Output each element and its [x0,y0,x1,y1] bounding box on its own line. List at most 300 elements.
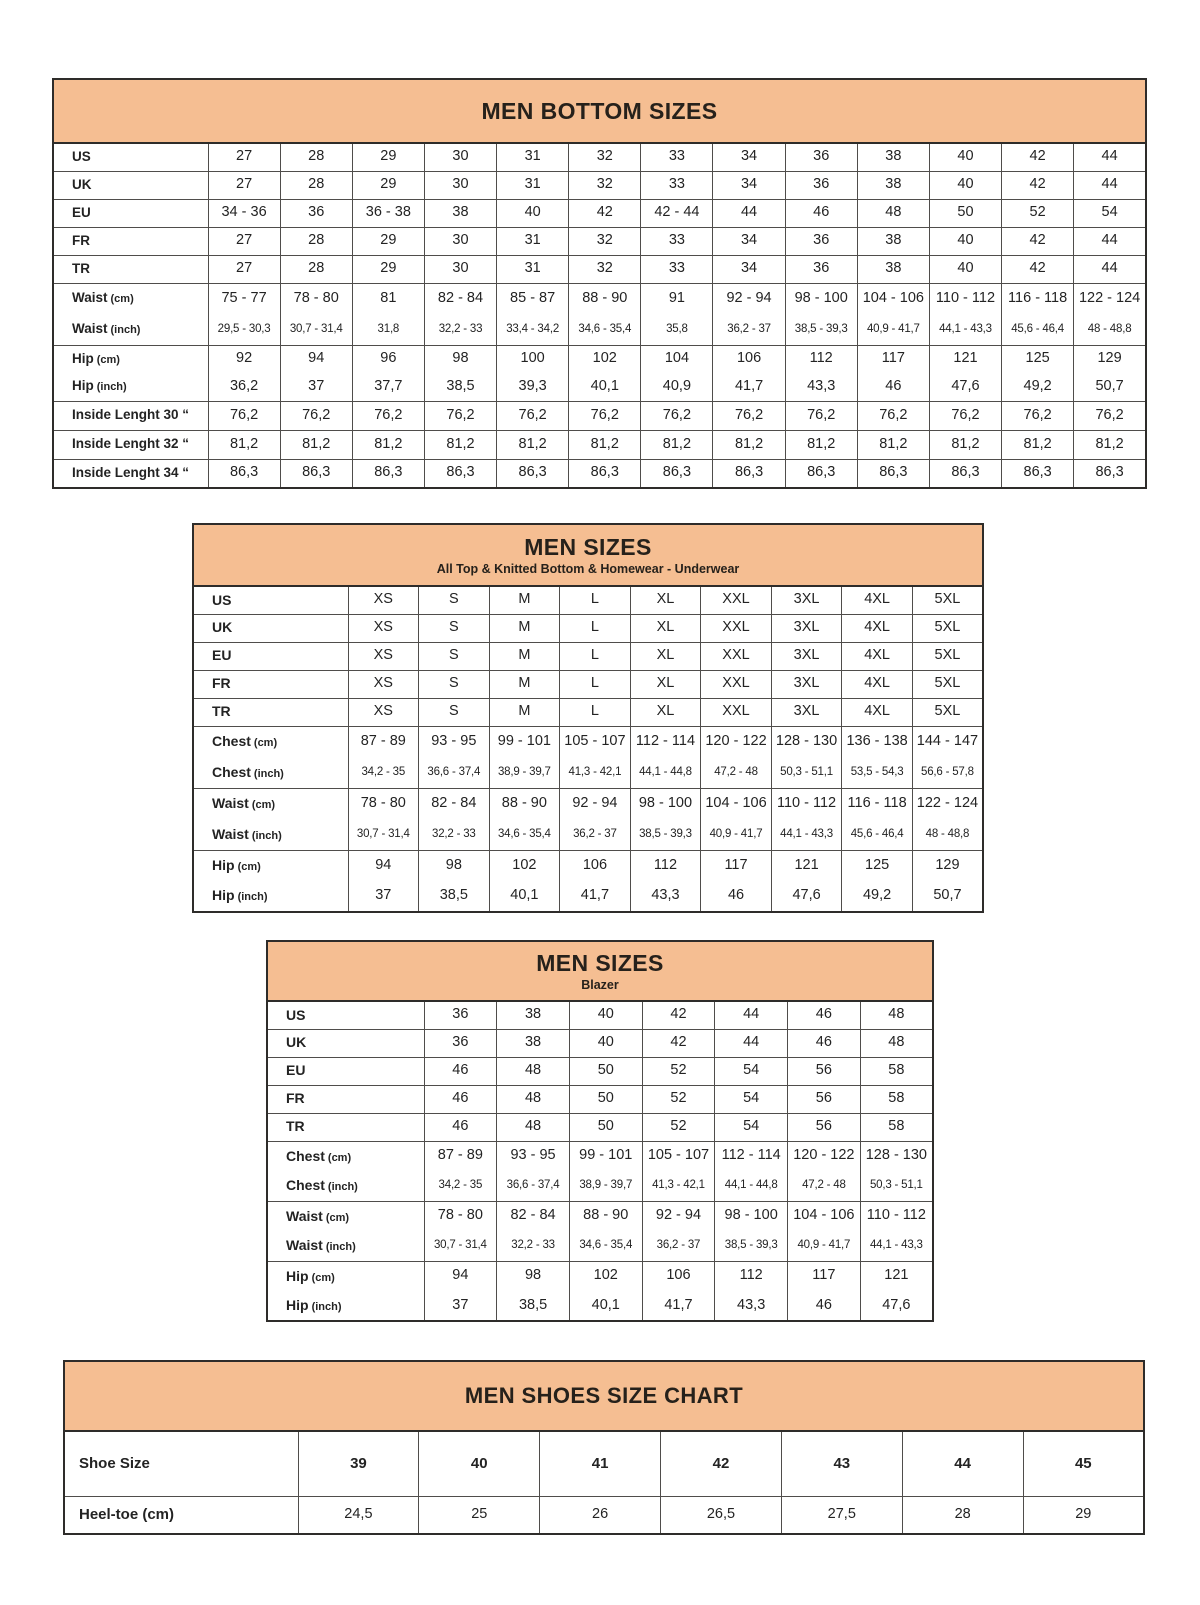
size-cell: 98 - 100 [630,788,701,819]
table-row [53,199,1146,227]
size-cell: 40,1 [569,373,641,401]
size-cell: 112 [785,345,857,373]
size-cell: 76,2 [641,401,713,430]
size-cell: 40,1 [489,881,560,912]
size-cell: 50 [569,1057,642,1085]
size-cell: 86,3 [497,459,569,488]
size-cell: 30,7 - 31,4 [280,314,352,345]
size-cell: 99 - 101 [569,1141,642,1171]
row-label: UK [212,619,233,636]
size-cell: 122 - 124 [912,788,983,819]
size-cell: 3XL [771,698,842,726]
size-cell: 36,2 - 37 [713,314,785,345]
size-cell: 38,9 - 39,7 [489,757,560,788]
row-label: Hip (cm) [286,1267,335,1284]
size-cell: 110 - 112 [771,788,842,819]
size-cell: 116 - 118 [842,788,913,819]
size-cell: 56,6 - 57,8 [912,757,983,788]
size-cell: 5XL [912,642,983,670]
size-cell: 38,5 [419,881,490,912]
size-cell: XL [630,670,701,698]
size-cell: 86,3 [713,459,785,488]
size-cell: 76,2 [1002,401,1074,430]
size-cell: 33 [641,255,713,283]
size-cell: 42 [1002,143,1074,171]
row-label: Inside Lenght 32 “ [72,436,190,452]
size-cell: 26,5 [661,1496,782,1534]
size-cell: 24,5 [298,1496,419,1534]
size-cell: 27 [208,171,280,199]
table-header [267,941,933,1001]
size-cell: 86,3 [208,459,280,488]
size-cell: 76,2 [569,401,641,430]
size-cell: 86,3 [785,459,857,488]
size-cell: 86,3 [280,459,352,488]
men-sizes-tops-table [192,523,984,913]
size-cell: XS [348,614,419,642]
size-cell: 45,6 - 46,4 [842,819,913,850]
size-cell: 30 [424,143,496,171]
size-cell: 31 [497,255,569,283]
table-row [267,1001,933,1029]
men-shoes-size-grid [63,1360,1145,1535]
table-row [267,1085,933,1113]
size-cell: 40 [497,199,569,227]
size-cell: 92 [208,345,280,373]
size-cell: M [489,586,560,614]
size-cell: 32 [569,171,641,199]
size-cell: 44 [1074,143,1146,171]
size-cell: 112 [715,1261,788,1291]
size-cell: 92 - 94 [713,283,785,314]
size-cell: S [419,642,490,670]
size-cell: 87 - 89 [348,726,419,757]
row-label: EU [212,647,232,664]
row-label: Inside Lenght 30 “ [72,407,190,423]
size-cell: 49,2 [842,881,913,912]
row-label: FR [212,675,231,692]
size-cell: 48 - 48,8 [1074,314,1146,345]
size-cell: S [419,670,490,698]
size-cell: 33,4 - 34,2 [497,314,569,345]
size-cell: 98 - 100 [785,283,857,314]
size-cell: 96 [352,345,424,373]
size-cell: M [489,614,560,642]
size-cell: 38,9 - 39,7 [569,1171,642,1201]
size-cell: 27 [208,255,280,283]
size-cell: 50 [929,199,1001,227]
size-cell: 40,9 - 41,7 [788,1231,861,1261]
size-cell: 38,5 [497,1291,570,1321]
size-cell: L [560,698,631,726]
size-cell: 44,1 - 43,3 [771,819,842,850]
size-cell: 44 [1074,255,1146,283]
row-label: FR [72,232,90,248]
size-cell: 38 [424,199,496,227]
size-cell: 94 [348,850,419,881]
table-row [53,283,1146,314]
table-row [53,401,1146,430]
table-row [53,345,1146,373]
size-cell: 53,5 - 54,3 [842,757,913,788]
size-cell: 30 [424,227,496,255]
size-cell: L [560,642,631,670]
size-cell: 40 [929,143,1001,171]
size-cell: 102 [569,1261,642,1291]
size-cell: M [489,642,560,670]
size-cell: 86,3 [857,459,929,488]
size-cell: XXL [701,642,772,670]
row-label: TR [286,1118,305,1135]
size-cell: 76,2 [785,401,857,430]
size-cell: 32 [569,143,641,171]
size-cell: 78 - 80 [424,1201,497,1231]
size-cell: 117 [857,345,929,373]
table-row [193,757,983,788]
size-cell: 36,2 [208,373,280,401]
row-label: US [72,148,91,164]
size-cell: 102 [489,850,560,881]
row-label: Heel-toe (cm) [79,1505,175,1523]
row-label: UK [286,1034,307,1051]
size-cell: 86,3 [424,459,496,488]
size-cell: 5XL [912,670,983,698]
size-cell: 82 - 84 [424,283,496,314]
size-cell: 40 [929,255,1001,283]
size-cell: 36 [785,171,857,199]
size-cell: 32,2 - 33 [424,314,496,345]
size-cell: 78 - 80 [280,283,352,314]
size-cell: 52 [642,1113,715,1141]
table-row [193,819,983,850]
size-cell: 28 [280,255,352,283]
size-cell: 54 [1074,199,1146,227]
size-cell: 3XL [771,670,842,698]
size-cell: 110 - 112 [860,1201,933,1231]
size-cell: 40,1 [569,1291,642,1321]
size-cell: 48 [497,1085,570,1113]
size-cell: 42 [642,1029,715,1057]
row-label: Waist (cm) [286,1207,350,1224]
size-cell: 87 - 89 [424,1141,497,1171]
table-row [267,1029,933,1057]
size-cell: 27 [208,143,280,171]
men-sizes-blazer-grid [266,940,934,1322]
size-cell: 44,1 - 43,3 [860,1231,933,1261]
table-title: MEN BOTTOM SIZES [481,97,718,124]
row-label: FR [286,1090,305,1107]
row-label: TR [212,703,231,720]
table-row [267,1231,933,1261]
size-cell: 104 - 106 [701,788,772,819]
size-cell: 85 - 87 [497,283,569,314]
size-cell: 117 [788,1261,861,1291]
size-cell: 105 - 107 [642,1141,715,1171]
row-label: TR [72,260,90,276]
size-cell: 46 [788,1291,861,1321]
size-cell: 44 [902,1431,1023,1496]
size-cell: 3XL [771,614,842,642]
size-cell: 50 [569,1113,642,1141]
size-cell: XL [630,698,701,726]
size-cell: 47,6 [860,1291,933,1321]
size-cell: 38,5 [424,373,496,401]
size-cell: 34 [713,171,785,199]
size-cell: 31 [497,143,569,171]
size-cell: 37 [424,1291,497,1321]
size-cell: 52 [1002,199,1074,227]
row-label: Chest (inch) [212,763,284,780]
size-cell: 33 [641,227,713,255]
size-cell: 78 - 80 [348,788,419,819]
size-cell: M [489,698,560,726]
size-cell: 98 - 100 [715,1201,788,1231]
size-cell: 117 [701,850,772,881]
men-sizes-blazer-table [266,940,934,1322]
size-cell: 93 - 95 [419,726,490,757]
size-cell: 40 [569,1029,642,1057]
row-label: Waist (inch) [212,825,282,842]
table-subtitle: Blazer [581,978,619,993]
size-cell: 28 [280,171,352,199]
table-row [267,1291,933,1321]
size-cell: 105 - 107 [560,726,631,757]
size-cell: 81,2 [929,430,1001,459]
size-cell: 38,5 - 39,3 [715,1231,788,1261]
size-cell: 98 [419,850,490,881]
size-cell: 100 [497,345,569,373]
size-cell: 46 [701,881,772,912]
size-cell: 40,9 - 41,7 [857,314,929,345]
size-cell: 34,2 - 35 [348,757,419,788]
table-row [193,850,983,881]
size-cell: 49,2 [1002,373,1074,401]
size-cell: 38 [497,1029,570,1057]
size-cell: 36 [424,1001,497,1029]
size-cell: L [560,670,631,698]
size-cell: 38 [857,171,929,199]
size-cell: 36 [785,227,857,255]
size-cell: 28 [902,1496,1023,1534]
size-cell: 25 [419,1496,540,1534]
table-subtitle: All Top & Knitted Bottom & Homewear - Underwear [436,562,740,577]
size-cell: 104 - 106 [857,283,929,314]
size-cell: 104 [641,345,713,373]
size-cell: 45,6 - 46,4 [1002,314,1074,345]
row-label: US [212,591,232,608]
size-cell: 32,2 - 33 [497,1231,570,1261]
size-cell: 93 - 95 [497,1141,570,1171]
size-cell: 43 [781,1431,902,1496]
size-cell: 50,7 [912,881,983,912]
men-bottom-sizes-table [52,78,1147,489]
size-cell: 81,2 [569,430,641,459]
size-cell: 50,3 - 51,1 [860,1171,933,1201]
size-cell: 42 [661,1431,782,1496]
size-cell: 41 [540,1431,661,1496]
size-cell: 76,2 [352,401,424,430]
row-label: Waist (cm) [72,290,134,306]
size-cell: 81,2 [280,430,352,459]
size-cell: 125 [1002,345,1074,373]
size-cell: 29 [352,171,424,199]
size-cell: L [560,586,631,614]
men-shoes-size-table [63,1360,1145,1535]
size-cell: 81,2 [1002,430,1074,459]
size-cell: 41,3 - 42,1 [560,757,631,788]
row-label: EU [286,1062,306,1079]
size-cell: 91 [641,283,713,314]
size-cell: 27 [208,227,280,255]
size-cell: 36,2 - 37 [642,1231,715,1261]
size-cell: 44 [1074,227,1146,255]
size-cell: 38 [857,255,929,283]
size-cell: 38 [497,1001,570,1029]
size-cell: 38,5 - 39,3 [630,819,701,850]
size-cell: 28 [280,143,352,171]
table-row [193,670,983,698]
size-cell: 29,5 - 30,3 [208,314,280,345]
size-cell: 92 - 94 [642,1201,715,1231]
size-cell: 76,2 [280,401,352,430]
table-row [64,1431,1144,1496]
size-cell: 44,1 - 44,8 [715,1171,788,1201]
table-row [53,171,1146,199]
size-cell: 128 - 130 [860,1141,933,1171]
size-cell: 86,3 [929,459,1001,488]
size-cell: 46 [785,199,857,227]
size-cell: 46 [788,1029,861,1057]
size-cell: 81,2 [497,430,569,459]
size-cell: 47,6 [929,373,1001,401]
size-cell: 76,2 [497,401,569,430]
size-cell: 34,2 - 35 [424,1171,497,1201]
row-label: Hip (inch) [72,378,127,394]
size-cell: S [419,614,490,642]
size-cell: 32,2 - 33 [419,819,490,850]
size-cell: 76,2 [713,401,785,430]
size-cell: 36,6 - 37,4 [497,1171,570,1201]
row-label: Hip (cm) [72,350,120,366]
size-cell: 75 - 77 [208,283,280,314]
size-cell: 56 [788,1057,861,1085]
size-cell: 42 - 44 [641,199,713,227]
size-cell: 42 [1002,227,1074,255]
size-cell: 34 [713,143,785,171]
size-cell: 34,6 - 35,4 [489,819,560,850]
size-cell: 44 [715,1001,788,1029]
size-cell: 44 [715,1029,788,1057]
table-row [267,1057,933,1085]
size-cell: 76,2 [424,401,496,430]
size-cell: 81,2 [857,430,929,459]
table-row [193,788,983,819]
size-cell: 4XL [842,642,913,670]
size-cell: 52 [642,1057,715,1085]
size-cell: 43,3 [785,373,857,401]
size-cell: 48 [497,1113,570,1141]
size-cell: 39,3 [497,373,569,401]
size-cell: 94 [280,345,352,373]
size-cell: 144 - 147 [912,726,983,757]
size-cell: 112 - 114 [630,726,701,757]
size-cell: S [419,698,490,726]
size-cell: 41,7 [560,881,631,912]
table-title: MEN SHOES SIZE CHART [464,1383,744,1409]
size-cell: 122 - 124 [1074,283,1146,314]
size-cell: 47,2 - 48 [788,1171,861,1201]
size-cell: XXL [701,698,772,726]
size-cell: 43,3 [715,1291,788,1321]
size-cell: 82 - 84 [419,788,490,819]
size-cell: XXL [701,670,772,698]
size-cell: 110 - 112 [929,283,1001,314]
size-cell: 36 [785,143,857,171]
size-cell: 34,6 - 35,4 [569,314,641,345]
size-cell: 125 [842,850,913,881]
table-row [267,1171,933,1201]
size-cell: 112 - 114 [715,1141,788,1171]
size-cell: 37 [348,881,419,912]
size-cell: 45 [1023,1431,1144,1496]
size-cell: XXL [701,586,772,614]
row-label: EU [72,204,91,220]
size-cell: 88 - 90 [569,1201,642,1231]
size-cell: 54 [715,1113,788,1141]
size-cell: 42 [1002,171,1074,199]
table-row [53,255,1146,283]
size-cell: 98 [497,1261,570,1291]
size-cell: 106 [713,345,785,373]
size-cell: 30,7 - 31,4 [348,819,419,850]
table-row [193,881,983,912]
size-cell: 120 - 122 [701,726,772,757]
row-label: Chest (cm) [286,1147,352,1164]
size-cell: L [560,614,631,642]
size-cell: 58 [860,1057,933,1085]
size-cell: 36 [424,1029,497,1057]
size-cell: 34 [713,255,785,283]
size-cell: 28 [280,227,352,255]
size-cell: 76,2 [208,401,280,430]
table-row [267,1201,933,1231]
size-cell: 31 [497,227,569,255]
table-row [267,1113,933,1141]
row-label: Hip (inch) [212,887,268,904]
size-cell: 46 [424,1113,497,1141]
size-cell: 44 [713,199,785,227]
table-row [53,459,1146,488]
size-cell: 42 [1002,255,1074,283]
size-cell: 41,7 [642,1291,715,1321]
size-cell: 81,2 [424,430,496,459]
size-cell: 43,3 [630,881,701,912]
size-cell: 121 [929,345,1001,373]
size-cell: 48 [857,199,929,227]
table-row [53,373,1146,401]
size-cell: 34,6 - 35,4 [569,1231,642,1261]
size-cell: 34 [713,227,785,255]
size-cell: 121 [860,1261,933,1291]
size-cell: 41,3 - 42,1 [642,1171,715,1201]
size-cell: 42 [569,199,641,227]
table-row [64,1496,1144,1534]
row-label: Hip (inch) [286,1296,342,1313]
size-cell: 36 - 38 [352,199,424,227]
size-cell: XL [630,614,701,642]
size-cell: 106 [560,850,631,881]
size-cell: 54 [715,1085,788,1113]
